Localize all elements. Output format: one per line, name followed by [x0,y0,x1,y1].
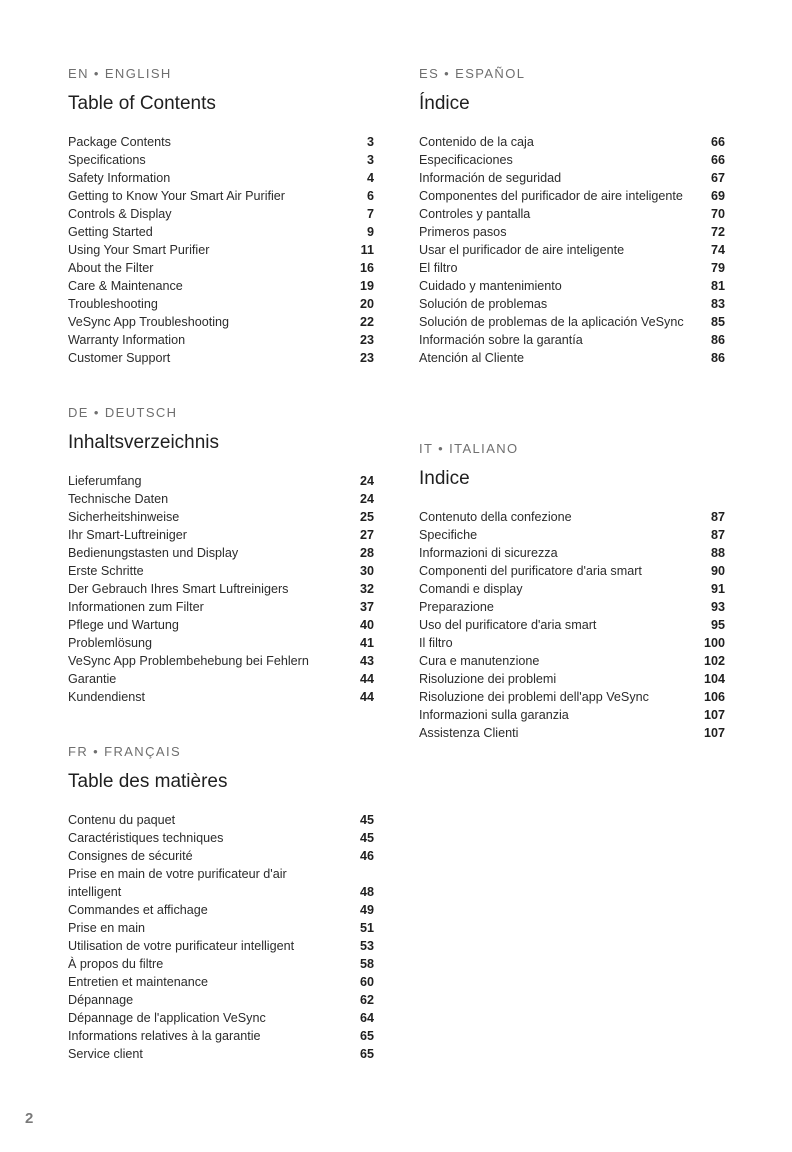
toc-entry [419,598,725,616]
toc-entry [68,133,374,151]
toc-entry-page: 22 [359,315,374,329]
toc-entry-page: 60 [359,975,374,989]
toc-entry-label: Cuidado y mantenimiento [419,279,562,293]
toc-entry [68,991,374,1009]
toc-entry-label: Primeros pasos [419,225,507,239]
toc-entry-label: Package Contents [68,135,171,149]
toc-entry [68,259,374,277]
toc-entry [419,241,725,259]
toc-entry [68,241,374,259]
toc-entry [68,919,374,937]
toc-entry-page: 65 [359,1029,374,1043]
toc-entry [68,847,374,865]
toc-entry [68,616,374,634]
toc-entry-page: 79 [710,261,725,275]
toc-entry [68,1027,374,1045]
toc-entry-label: El filtro [419,261,458,275]
section-title: Índice [419,93,470,114]
toc-entry [419,169,725,187]
toc-entry-label: Cura e manutenzione [419,654,540,668]
toc-entry-label: Customer Support [68,351,171,365]
toc-entry-label: Usar el purificador de aire inteligente [419,243,625,257]
toc-list [419,508,725,742]
toc-entry-label: Información de seguridad [419,171,562,185]
language-label: EN • ENGLISH [68,66,172,81]
toc-entry-page: 44 [359,690,374,704]
toc-entry-label: Getting to Know Your Smart Air Purifier [68,189,285,203]
toc-entry-page: 24 [359,474,374,488]
toc-list [419,133,725,367]
toc-entry-page: 6 [366,189,374,203]
toc-list [68,811,374,1063]
toc-entry-label: Componenti del purificatore d'aria smart [419,564,642,578]
toc-section-it [419,441,725,742]
toc-entry-label: Entretien et maintenance [68,975,209,989]
toc-entry-label: Contenuto della confezione [419,510,572,524]
toc-entry-label: Utilisation de votre purificateur intelligent [68,939,295,953]
toc-entry [68,277,374,295]
toc-list [68,133,374,367]
section-title: Inhaltsverzeichnis [68,432,220,453]
toc-entry-label: Technische Daten [68,492,169,506]
toc-entry-page: 32 [359,582,374,596]
toc-entry [68,544,374,562]
toc-entry-page: 100 [703,636,725,650]
toc-entry [419,277,725,295]
toc-entry [68,151,374,169]
toc-entry [419,652,725,670]
toc-entry-page: 81 [710,279,725,293]
toc-entry-label: Service client [68,1047,143,1061]
toc-entry-label: Erste Schritte [68,564,144,578]
language-label: ES • ESPAÑOL [419,66,526,81]
toc-entry-label: Caractéristiques techniques [68,831,224,845]
toc-entry [419,724,725,742]
toc-entry-label: Prise en main de votre purificateur d'air intelligent [68,867,287,899]
toc-entry-label: Informazioni sulla garanzia [419,708,569,722]
toc-entry-page: 106 [703,690,725,704]
toc-entry-page: 16 [359,261,374,275]
toc-entry-label: Using Your Smart Purifier [68,243,210,257]
toc-entry-page: 3 [366,153,374,167]
toc-entry [419,313,725,331]
toc-entry-page: 104 [703,672,725,686]
toc-entry-label: Informationen zum Filter [68,600,204,614]
toc-entry-label: VeSync App Problembehebung bei Fehlern [68,654,309,668]
toc-entry-page: 90 [710,564,725,578]
toc-entry-page: 65 [359,1047,374,1061]
toc-entry-page: 102 [703,654,725,668]
toc-entry-page: 53 [359,939,374,953]
toc-entry [419,670,725,688]
toc-entry [68,1009,374,1027]
toc-entry-page: 7 [366,207,374,221]
toc-entry [68,955,374,973]
toc-entry-label: Informazioni di sicurezza [419,546,558,560]
toc-entry-label: Warranty Information [68,333,186,347]
toc-entry-label: Preparazione [419,600,494,614]
toc-entry-page: 45 [359,813,374,827]
toc-entry-page: 41 [359,636,374,650]
toc-entry-page: 20 [359,297,374,311]
toc-entry-page: 107 [703,726,725,740]
toc-entry-page: 66 [710,153,725,167]
toc-entry-label: Controles y pantalla [419,207,531,221]
toc-entry-label: Pflege und Wartung [68,618,179,632]
toc-entry-page: 48 [359,885,374,899]
toc-entry-label: Bedienungstasten und Display [68,546,239,560]
toc-entry-label: Solución de problemas de la aplicación VeSync [419,315,684,329]
section-title: Table of Contents [68,93,216,114]
toc-entry [419,544,725,562]
toc-entry [68,1045,374,1063]
toc-entry-page: 69 [710,189,725,203]
toc-entry-label: Información sobre la garantía [419,333,583,347]
toc-entry [68,829,374,847]
toc-entry [419,580,725,598]
toc-entry [68,331,374,349]
toc-entry-page: 62 [359,993,374,1007]
toc-section-es [419,66,725,367]
toc-entry-label: Especificaciones [419,153,513,167]
toc-entry-page: 30 [359,564,374,578]
toc-entry-page: 87 [710,528,725,542]
toc-entry-label: Uso del purificatore d'aria smart [419,618,597,632]
toc-entry [68,688,374,706]
toc-entry-label: Prise en main [68,921,145,935]
toc-entry-page: 83 [710,297,725,311]
toc-entry-label: Safety Information [68,171,171,185]
toc-entry-label: Sicherheitshinweise [68,510,180,524]
toc-entry-label: Informations relatives à la garantie [68,1029,261,1043]
toc-entry [68,901,374,919]
language-label: IT • ITALIANO [419,441,519,456]
toc-entry-page: 49 [359,903,374,917]
toc-entry-page: 37 [359,600,374,614]
language-label: DE • DEUTSCH [68,405,178,420]
toc-entry [68,670,374,688]
toc-entry-label: Lieferumfang [68,474,142,488]
section-title: Indice [419,468,470,489]
toc-entry-label: Der Gebrauch Ihres Smart Luftreinigers [68,582,289,596]
toc-section-fr [68,744,374,1063]
toc-entry-label: Solución de problemas [419,297,548,311]
toc-entry [419,295,725,313]
toc-entry-page: 93 [710,600,725,614]
toc-entry [68,205,374,223]
toc-entry [68,865,374,901]
toc-entry [68,508,374,526]
toc-entry-label: Risoluzione dei problemi dell'app VeSync [419,690,649,704]
toc-entry [68,937,374,955]
toc-entry-page: 19 [359,279,374,293]
toc-entry [68,295,374,313]
toc-entry-page: 91 [710,582,725,596]
toc-entry [419,349,725,367]
toc-entry [419,616,725,634]
toc-entry-label: Commandes et affichage [68,903,208,917]
toc-entry-page: 23 [359,351,374,365]
toc-entry-page: 95 [710,618,725,632]
toc-entry [419,133,725,151]
toc-entry [68,562,374,580]
toc-entry [419,187,725,205]
toc-entry [68,652,374,670]
toc-entry-label: Contenu du paquet [68,813,176,827]
toc-entry [68,811,374,829]
toc-entry-label: Risoluzione dei problemi [419,672,557,686]
toc-entry-page: 64 [359,1011,374,1025]
toc-entry [68,973,374,991]
toc-entry [419,205,725,223]
toc-entry [68,313,374,331]
toc-entry-label: Contenido de la caja [419,135,534,149]
toc-entry-label: Controls & Display [68,207,172,221]
toc-entry-label: Troubleshooting [68,297,158,311]
toc-entry [68,598,374,616]
toc-entry [68,580,374,598]
toc-entry-page: 67 [710,171,725,185]
toc-entry-label: Componentes del purificador de aire inteligente [419,189,683,203]
toc-section-de [68,405,374,706]
toc-entry-page: 45 [359,831,374,845]
toc-entry-label: VeSync App Troubleshooting [68,315,230,329]
toc-entry [419,526,725,544]
toc-entry [68,472,374,490]
toc-entry-page: 74 [710,243,725,257]
toc-entry-page: 85 [710,315,725,329]
toc-entry-label: À propos du filtre [68,957,164,971]
toc-entry-label: Kundendienst [68,690,146,704]
toc-entry-page: 3 [366,135,374,149]
toc-entry-label: Assistenza Clienti [419,726,519,740]
toc-entry-page: 87 [710,510,725,524]
toc-entry [419,331,725,349]
toc-entry-label: Dépannage de l'application VeSync [68,1011,266,1025]
toc-entry-label: Specifications [68,153,146,167]
toc-entry-label: Problemlösung [68,636,153,650]
toc-entry-page: 107 [703,708,725,722]
toc-entry-page: 11 [360,243,374,257]
toc-entry [419,688,725,706]
toc-entry [419,706,725,724]
toc-entry-page: 44 [359,672,374,686]
toc-entry [68,634,374,652]
toc-entry-label: Dépannage [68,993,134,1007]
toc-entry-label: Care & Maintenance [68,279,183,293]
toc-section-en [68,66,374,367]
toc-entry-label: Garantie [68,672,117,686]
toc-entry-label: Il filtro [419,636,453,650]
toc-entry-label: Specifiche [419,528,478,542]
toc-entry-label: Consignes de sécurité [68,849,193,863]
toc-entry-page: 4 [366,171,374,185]
toc-entry-page: 43 [359,654,374,668]
toc-entry-page: 88 [710,546,725,560]
toc-entry-page: 72 [710,225,725,239]
toc-entry-page: 70 [710,207,725,221]
toc-entry-page: 86 [710,333,725,347]
toc-entry-page: 58 [359,957,374,971]
toc-entry-page: 51 [359,921,374,935]
toc-entry [419,562,725,580]
toc-entry [68,349,374,367]
language-label: FR • FRANÇAIS [68,744,182,759]
toc-entry [68,187,374,205]
toc-entry-page: 24 [359,492,374,506]
toc-entry-label: Comandi e display [419,582,523,596]
toc-entry [419,634,725,652]
toc-entry-page: 25 [359,510,374,524]
toc-entry-label: About the Filter [68,261,154,275]
toc-entry-page: 9 [366,225,374,239]
toc-entry [419,223,725,241]
toc-entry-page: 46 [359,849,374,863]
toc-entry [68,223,374,241]
toc-entry-page: 23 [359,333,374,347]
toc-entry-page: 86 [710,351,725,365]
toc-entry [68,169,374,187]
toc-entry [419,151,725,169]
toc-entry-page: 40 [359,618,374,632]
toc-entry-page: 28 [359,546,374,560]
toc-entry-page: 27 [359,528,374,542]
toc-entry [419,508,725,526]
toc-entry [68,490,374,508]
toc-entry [419,259,725,277]
toc-entry-label: Ihr Smart-Luftreiniger [68,528,187,542]
toc-list [68,472,374,706]
page-number: 2 [25,1110,34,1127]
section-title: Table des matières [68,771,228,792]
toc-entry-label: Getting Started [68,225,153,239]
toc-entry-page: 66 [710,135,725,149]
toc-entry-label: Atención al Cliente [419,351,525,365]
toc-entry [68,526,374,544]
